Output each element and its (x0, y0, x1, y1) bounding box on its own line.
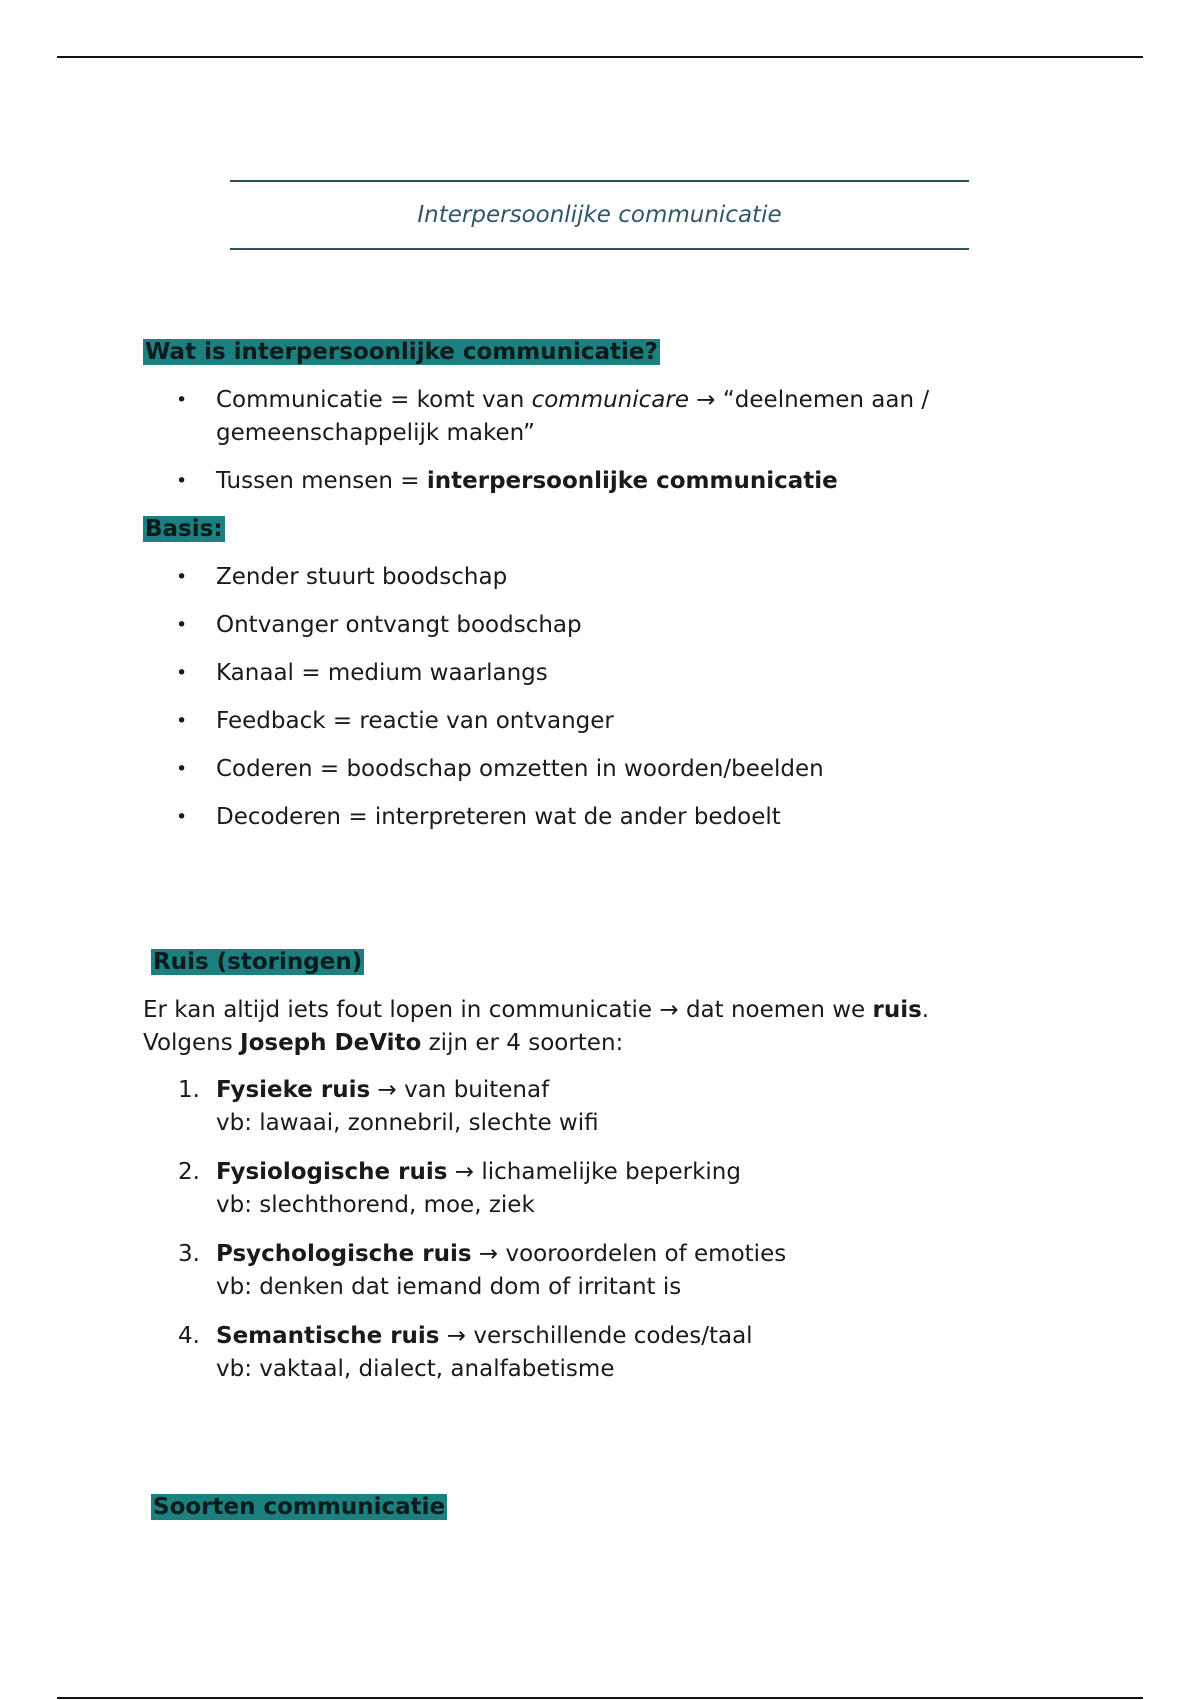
list-item: • Communicatie = komt van communicare → “deelnemen aan / gemeenschappelijk maken” (143, 384, 983, 450)
list-item: • Tussen mensen = interpersoonlijke communicatie (143, 465, 983, 498)
list-item: • Decoderen = interpreteren wat de ander bedoelt (143, 801, 983, 834)
list-item: • Feedback = reactie van ontvanger (143, 705, 983, 738)
list-item: • Ontvanger ontvangt boodschap (143, 609, 983, 642)
document-title-block (230, 180, 969, 250)
document-title: Interpersoonlijke communicatie (417, 202, 782, 228)
section-heading-ruis: Ruis (storingen) (153, 949, 363, 975)
page-header-rule (57, 56, 1143, 58)
document-body (143, 336, 983, 1524)
ruis-types-list (143, 1074, 983, 1386)
section-heading-what-is: Wat is interpersoonlijke communicatie? (145, 339, 658, 365)
list-item: 4. Semantische ruis → verschillende codes/taal vb: vaktaal, dialect, analfabetisme (178, 1323, 753, 1382)
list-item: 2. Fysiologische ruis → lichamelijke beperking vb: slechthorend, moe, ziek (178, 1159, 741, 1218)
list-item: 1. Fysieke ruis → van buitenaf vb: lawaai, zonnebril, slechte wifi (178, 1077, 599, 1136)
ruis-intro: Er kan altijd iets fout lopen in communicatie → dat noemen we ruis. Volgens Joseph DeVito zijn er 4 soorten: (143, 997, 930, 1056)
list-item: 3. Psychologische ruis → vooroordelen of emoties vb: denken dat iemand dom of irritant is (178, 1241, 787, 1300)
list-item: • Zender stuurt boodschap (143, 561, 983, 594)
section-heading-basis: Basis: (145, 516, 223, 542)
section-heading-soorten: Soorten communicatie (153, 1494, 446, 1520)
list-item: • Coderen = boodschap omzetten in woorden/beelden (143, 753, 983, 786)
definition-list (143, 384, 983, 498)
list-item: • Kanaal = medium waarlangs (143, 657, 983, 690)
page-footer-rule (57, 1697, 1143, 1699)
basis-list (143, 561, 983, 834)
